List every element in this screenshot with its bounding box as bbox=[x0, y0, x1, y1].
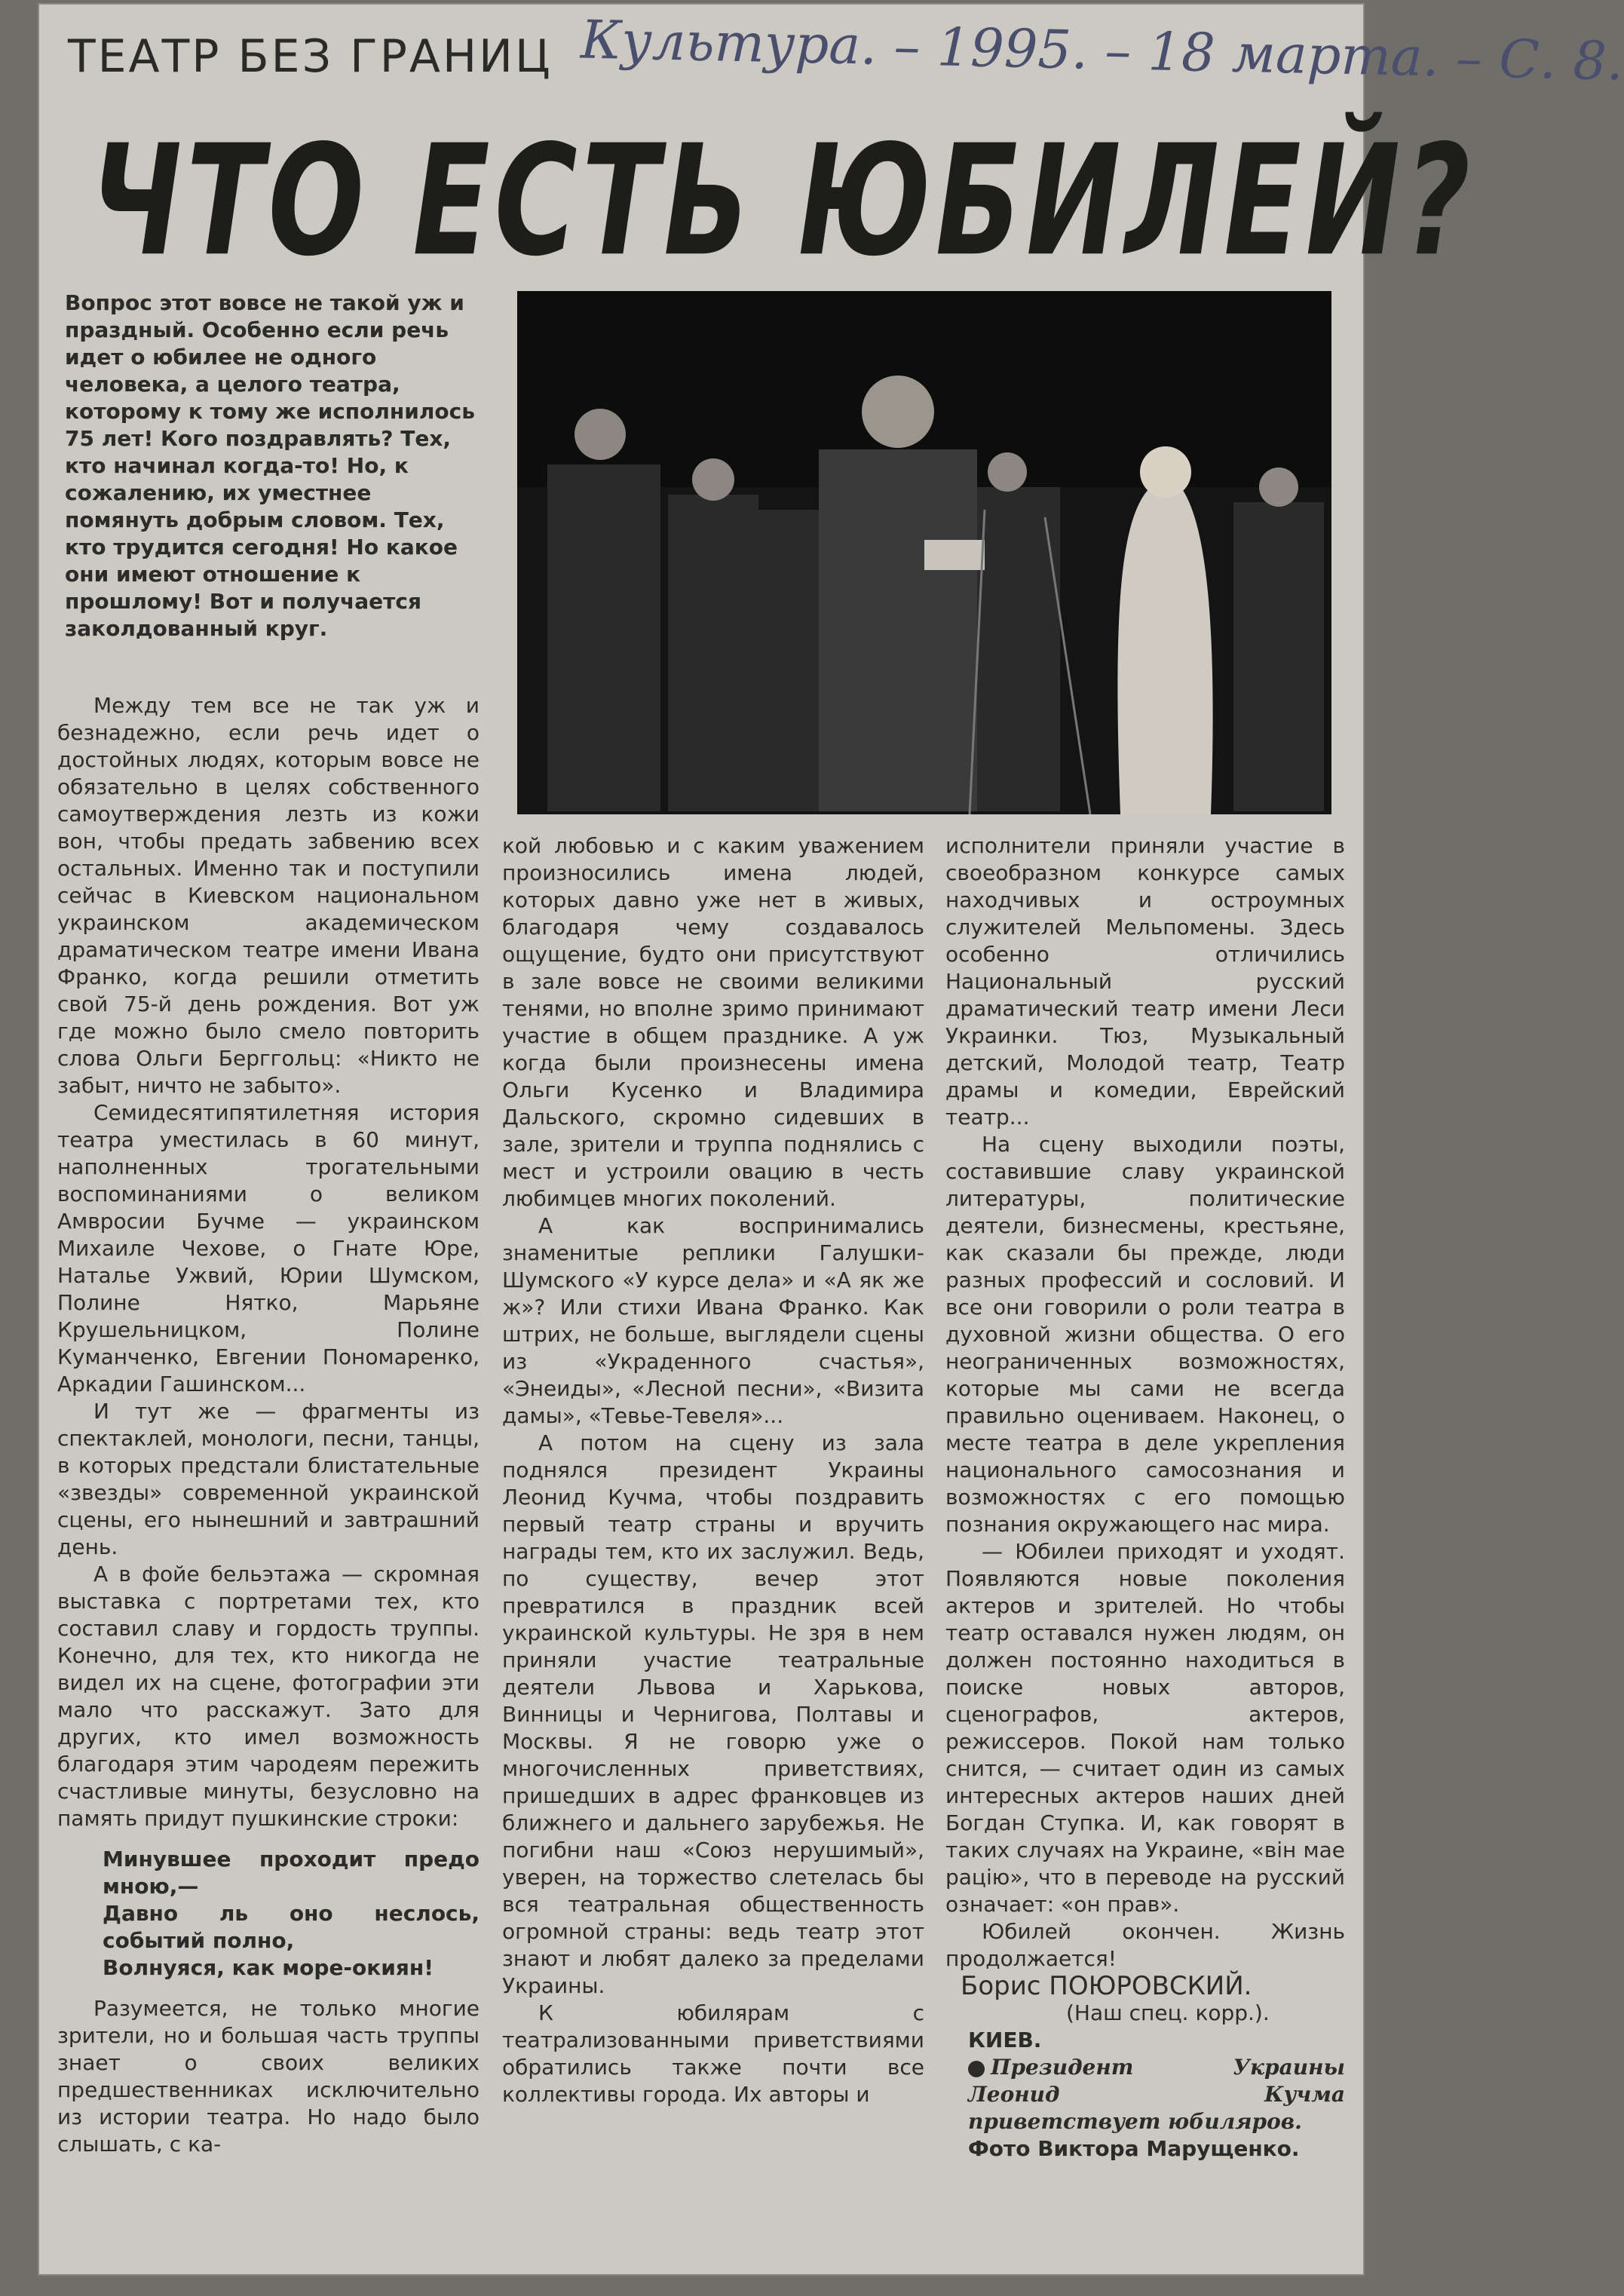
paragraph: Между тем все не так уж и безнадежно, если речь идет о достойных людях, которым вовсе не обязательно в целях собственного самоутверждения лезть из кожи вон, чтобы предать забвению всех остальных. Именно так и поступили сейчас в Киевском национальном украинском академическом драматическом театре имени Ивана Франко, когда решили отметить свой 75-й день рождения. Вот уж где можно было смело повторить слова Ольги Берггольц: «Никто не забыт, ничто не забыто». bbox=[57, 693, 480, 1098]
poem-line: Давно ль оно неслось, событий полно, bbox=[103, 1901, 480, 1953]
poem-quote bbox=[57, 1846, 480, 1982]
column-1 bbox=[57, 692, 480, 2158]
paragraph: И тут же — фрагменты из спектаклей, монологи, песни, танцы, в которых предстали блистательные «звезды» современной украинской сцены, его нынешний и завтрашний день. bbox=[57, 1399, 480, 1559]
poem-line: Волнуяся, как море-окиян! bbox=[103, 1955, 434, 1980]
paragraph: — Юбилеи приходят и уходят. Появляются новые поколения актеров и зрителей. Но чтобы театр оставался нужен людям, он должен постоянно находиться в поиске новых авторов, сценографов, актеров, режиссеров. Покой нам только снится, — считает один из самых интересных актеров наших дней Богдан Ступка. И, как говорят в таких случаях на Украине, «він мае рацію», что в переводе на русский означает: «он прав». bbox=[945, 1539, 1345, 1917]
poem-line: Минувшее проходит предо мною,— bbox=[103, 1847, 480, 1899]
paragraph: исполнители приняли участие в своеобразном конкурсе самых находчивых и остроумных служителей Мельпомены. Здесь особенно отличились Национальный русский драматический театр имени Леси Украинки. Тюз, Музыкальный детский, Молодой театр, Театр драмы и комедии, Еврейский театр... bbox=[945, 833, 1345, 1130]
dateline-city: КИЕВ. bbox=[968, 2028, 1042, 2052]
rubric: ТЕАТР БЕЗ ГРАНИЦ bbox=[68, 30, 553, 83]
bullet-icon bbox=[968, 2061, 985, 2077]
author-position: (Наш спец. корр.). bbox=[1066, 2000, 1270, 2025]
paragraph: К юбилярам с театрализованными приветствиями обратились также почти все коллективы города. Их авторы и bbox=[502, 2000, 924, 2107]
stage-photo-image bbox=[517, 291, 1331, 814]
paragraph: А как воспринимались знаменитые реплики Галушки-Шумского «У курсе дела» и «А як же ж»? Или стихи Ивана Франко. Как штрих, не больше, выглядели сцены из «Украденного счастья», «Энеиды», «Лесной песни», «Визита дамы», «Тевье-Тевеля»... bbox=[502, 1213, 924, 1428]
column-2 bbox=[502, 832, 924, 2108]
paragraph: Юбилей окончен. Жизнь продолжается! bbox=[945, 1919, 1345, 1971]
photo-caption bbox=[945, 2054, 1345, 2135]
handwritten-note: Культура. – 1995. – 18 марта. – С. 8. bbox=[580, 8, 1624, 93]
headline: ЧТО ЕСТЬ ЮБИЛЕЙ? bbox=[90, 113, 1475, 290]
paragraph: А в фойе бельэтажа — скромная выставка с портретами тех, кто составил славу и гордость труппы. Конечно, для тех, кто никогда не видел их на сцене, фотографии эти мало что расскажут. Зато для других, кто имел возможность благодаря этим чародеям пережить счастливые минуты, безусловно на память придут пушкинские строки: bbox=[57, 1562, 480, 1831]
stage-photo bbox=[517, 291, 1331, 814]
author-name: Борис ПОЮРОВСКИЙ. bbox=[961, 1971, 1252, 2001]
paragraph: А потом на сцену из зала поднялся президент Украины Леонид Кучма, чтобы поздравить первый театр страны и вручить награды тем, кто их заслужил. Ведь, по существу, вечер этот превратился в праздник всей украинской культуры. Не зря в нем приняли участие театральные деятели Львова и Харькова, Винницы и Чернигова, Полтавы и Москвы. Я не говорю уже о многочисленных приветствиях, пришедших в адрес франковцев из ближнего и дальнего зарубежья. Не погибни наш «Союз нерушимый», уверен, на торжество слетелась бы вся театральная общественность огромной страны: ведь театр этот знают и любят далеко за пределами Украины. bbox=[502, 1430, 924, 1998]
paragraph: На сцену выходили поэты, составившие славу украинской литературы, политические деятели, бизнесмены, крестьяне, как сказали бы прежде, люди разных профессий и сословий. И все они говорили о роли театра в духовной жизни общества. О его неограниченных возможностях, которые мы сами не всегда правильно оцениваем. Наконец, о месте театра в деле укрепления национального самосознания и возможностях с его помощью познания окружающего нас мира. bbox=[945, 1132, 1345, 1537]
column-3 bbox=[945, 832, 1345, 2163]
paragraph: Разумеется, не только многие зрители, но и большая часть труппы знает о своих великих предшественниках исключительно из истории театра. Но надо было слышать, с ка- bbox=[57, 1996, 480, 2157]
photo-caption-text: Президент Украины Леонид Кучма приветствует юбиляров. bbox=[968, 2055, 1345, 2134]
lead-paragraph: Вопрос этот вовсе не такой уж и праздный. Особенно если речь идет о юбилее не одного человека, а целого театра, которому к тому же исполнилось 75 лет! Кого поздравлять? Тех, кто начинал когда-то! Но, к сожалению, их уместнее помянуть добрым словом. Тех, кто трудится сегодня! Но какое они имеют отношение к прошлому! Вот и получается заколдованный круг. bbox=[65, 290, 475, 641]
paragraph: Семидесятипятилетняя история театра уместилась в 60 минут, наполненных трогательными воспоминаниями о великом Амвросии Бучме — украинском Михаиле Чехове, о Гнате Юре, Наталье Ужвий, Юрии Шумском, Полине Нятко, Марьяне Крушельницком, Полине Куманченко, Евгении Пономаренко, Аркадии Гашинском... bbox=[57, 1100, 480, 1396]
photo-credit: Фото Виктора Марущенко. bbox=[968, 2136, 1300, 2161]
paragraph: кой любовью и с каким уважением произносились имена людей, которых давно уже нет в живых, благодаря чему создавалось ощущение, будто они присутствуют в зале вовсе не своими великими тенями, но вполне зримо принимают участие в общем празднике. А уж когда были произнесены имена Ольги Кусенко и Владимира Дальского, скромно сидевших в зале, зрители и труппа поднялись с мест и устроили овацию в честь любимцев многих поколений. bbox=[502, 833, 924, 1211]
